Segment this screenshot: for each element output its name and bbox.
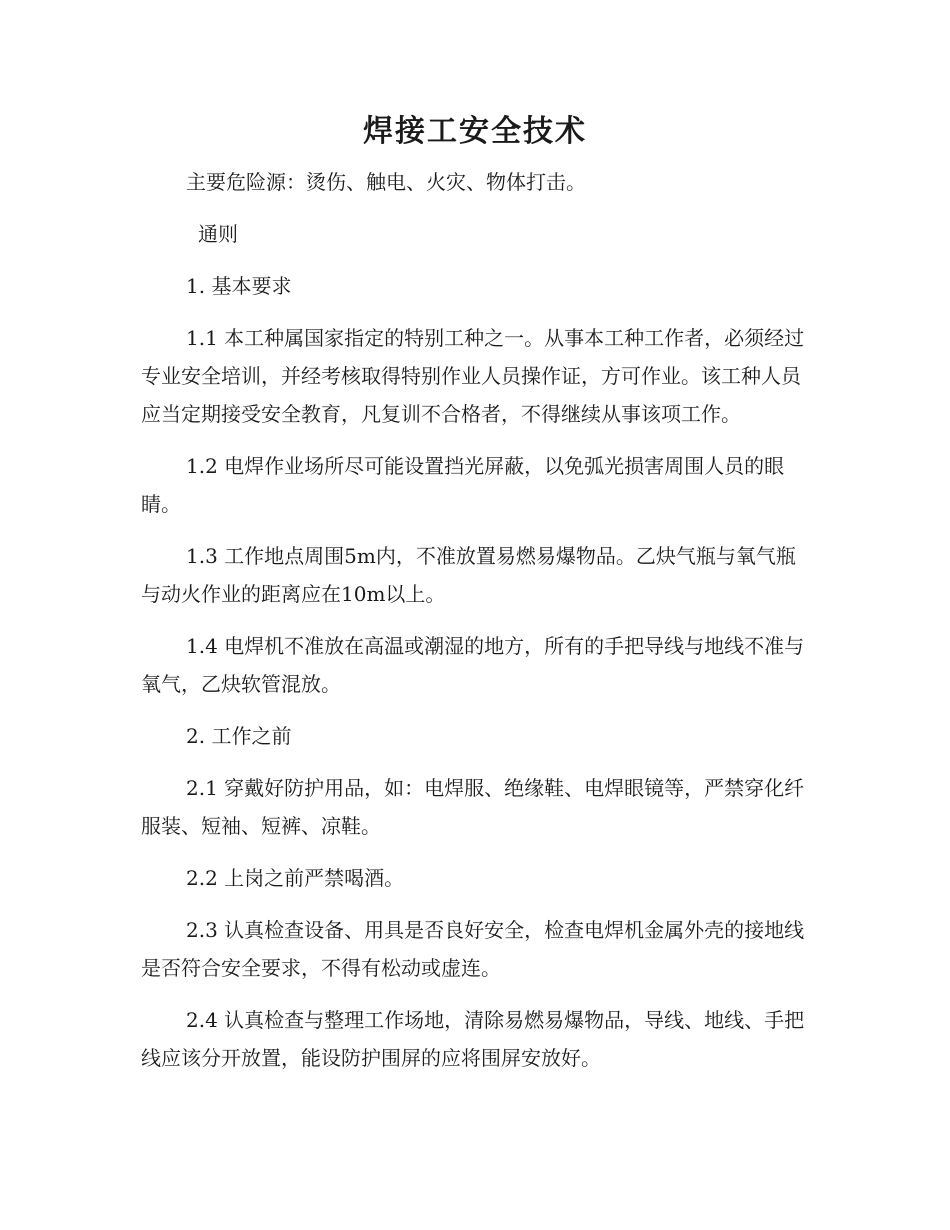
paragraph-2-1: 2.1 穿戴好防护用品，如：电焊服、绝缘鞋、电焊眼镜等，严禁穿化纤服装、短袖、短裤、凉鞋。	[141, 776, 805, 838]
paragraph-1-4: 1.4 电焊机不准放在高温或潮湿的地方，所有的手把导线与地线不准与氧气，乙炔软管混放。	[141, 634, 805, 696]
paragraph-1-2: 1.2 电焊作业场所尽可能设置挡光屏蔽，以免弧光损害周围人员的眼睛。	[141, 454, 785, 516]
document-body	[141, 163, 811, 1091]
paragraph-2-2: 2.2 上岗之前严禁喝酒。	[186, 866, 405, 890]
paragraph-2-4: 2.4 认真检查与整理工作场地，清除易燃易爆物品，导线、地线、手把线应该分开放置，能设防护围屏的应将围屏安放好。	[141, 1008, 805, 1070]
section-heading-before-work: 2. 工作之前	[186, 724, 292, 748]
section-heading-basic-requirements: 1. 基本要求	[186, 274, 292, 298]
paragraph-2-3: 2.3 认真检查设备、用具是否良好安全，检查电焊机金属外壳的接地线是否符合安全要求，不得有松动或虚连。	[141, 918, 805, 980]
document-title: 焊接工安全技术	[363, 114, 587, 149]
hazard-summary: 主要危险源：烫伤、触电、火灾、物体打击。	[186, 170, 586, 194]
section-heading-general: 通则	[198, 222, 238, 246]
paragraph-1-1: 1.1 本工种属国家指定的特别工种之一。从事本工种工作者，必须经过专业安全培训，并经考核取得特别作业人员操作证，方可作业。该工种人员应当定期接受安全教育，凡复训不合格者，不得继续从事该项工作。	[141, 326, 805, 426]
paragraph-1-3: 1.3 工作地点周围5m内，不准放置易燃易爆物品。乙炔气瓶与氧气瓶与动火作业的距离应在10m以上。	[141, 544, 796, 606]
